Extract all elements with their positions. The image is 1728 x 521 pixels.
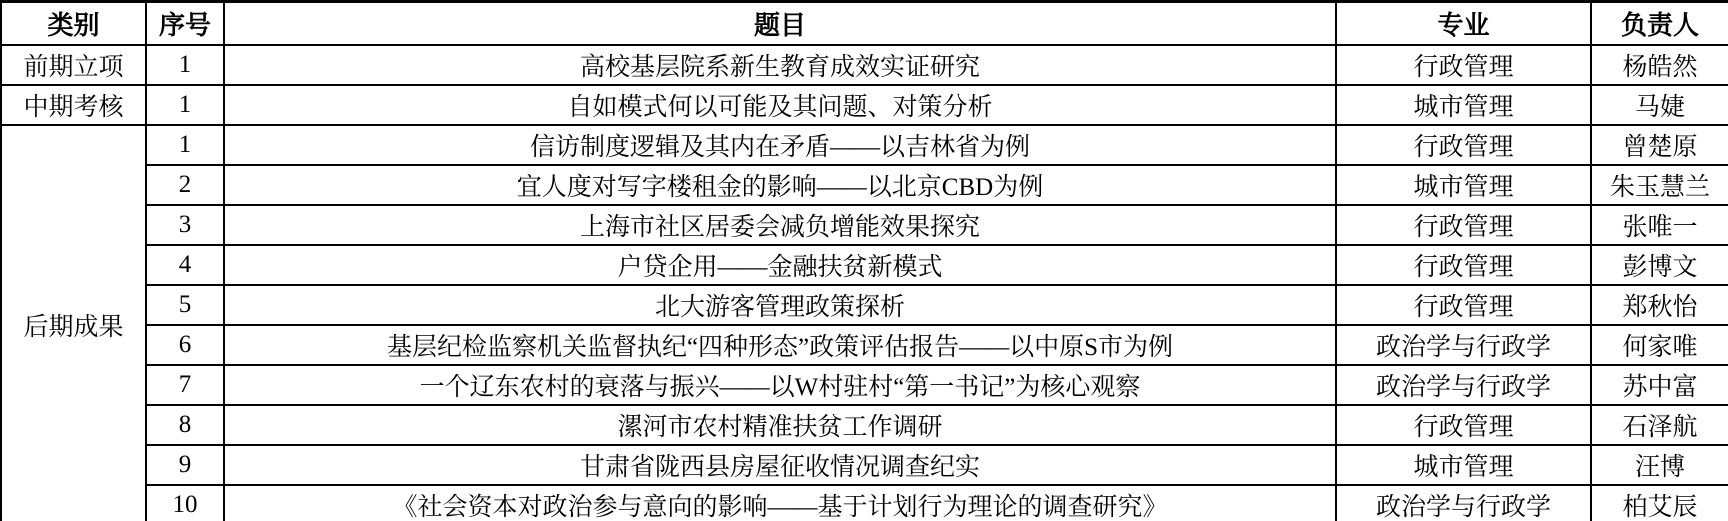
table-body [1, 45, 1728, 521]
index-cell: 1 [146, 125, 224, 165]
header-leader: 负责人 [1591, 2, 1728, 46]
table-row [1, 85, 1728, 125]
table-row [1, 285, 1728, 325]
title-cell: 漯河市农村精准扶贫工作调研 [224, 405, 1336, 445]
major-cell: 城市管理 [1336, 165, 1591, 205]
category-cell: 中期考核 [1, 85, 146, 125]
header-index: 序号 [146, 2, 224, 46]
header-major: 专业 [1336, 2, 1591, 46]
leader-cell: 曾楚原 [1591, 125, 1728, 165]
table-row [1, 205, 1728, 245]
index-cell: 8 [146, 405, 224, 445]
leader-cell: 何家唯 [1591, 325, 1728, 365]
index-cell: 10 [146, 485, 224, 521]
table-row [1, 165, 1728, 205]
leader-cell: 石泽航 [1591, 405, 1728, 445]
table-row [1, 125, 1728, 165]
leader-cell: 郑秋怡 [1591, 285, 1728, 325]
index-cell: 1 [146, 45, 224, 85]
table-header [1, 2, 1728, 46]
index-cell: 7 [146, 365, 224, 405]
leader-cell: 马婕 [1591, 85, 1728, 125]
title-cell: 高校基层院系新生教育成效实证研究 [224, 45, 1336, 85]
major-cell: 行政管理 [1336, 125, 1591, 165]
major-cell: 政治学与行政学 [1336, 485, 1591, 521]
title-cell: 《社会资本对政治参与意向的影响——基于计划行为理论的调查研究》 [224, 485, 1336, 521]
title-cell: 基层纪检监察机关监督执纪“四种形态”政策评估报告——以中原S市为例 [224, 325, 1336, 365]
title-cell: 甘肃省陇西县房屋征收情况调查纪实 [224, 445, 1336, 485]
leader-cell: 苏中富 [1591, 365, 1728, 405]
major-cell: 城市管理 [1336, 85, 1591, 125]
major-cell: 政治学与行政学 [1336, 325, 1591, 365]
major-cell: 行政管理 [1336, 245, 1591, 285]
table-row [1, 405, 1728, 445]
major-cell: 城市管理 [1336, 445, 1591, 485]
index-cell: 9 [146, 445, 224, 485]
major-cell: 行政管理 [1336, 45, 1591, 85]
title-cell: 信访制度逻辑及其内在矛盾——以吉林省为例 [224, 125, 1336, 165]
index-cell: 4 [146, 245, 224, 285]
table-row [1, 365, 1728, 405]
table-row [1, 325, 1728, 365]
leader-cell: 张唯一 [1591, 205, 1728, 245]
index-cell: 2 [146, 165, 224, 205]
index-cell: 3 [146, 205, 224, 245]
leader-cell: 彭博文 [1591, 245, 1728, 285]
leader-cell: 朱玉慧兰 [1591, 165, 1728, 205]
category-cell: 前期立项 [1, 45, 146, 85]
index-cell: 5 [146, 285, 224, 325]
table-row [1, 485, 1728, 521]
table-row [1, 45, 1728, 85]
header-title: 题目 [224, 2, 1336, 46]
title-cell: 上海市社区居委会减负增能效果探究 [224, 205, 1336, 245]
major-cell: 政治学与行政学 [1336, 365, 1591, 405]
major-cell: 行政管理 [1336, 405, 1591, 445]
header-row [1, 2, 1728, 46]
category-cell: 后期成果 [1, 125, 146, 521]
table-row [1, 445, 1728, 485]
table-row [1, 245, 1728, 285]
title-cell: 户贷企用——金融扶贫新模式 [224, 245, 1336, 285]
title-cell: 自如模式何以可能及其问题、对策分析 [224, 85, 1336, 125]
title-cell: 北大游客管理政策探析 [224, 285, 1336, 325]
leader-cell: 柏艾辰 [1591, 485, 1728, 521]
title-cell: 一个辽东农村的衰落与振兴——以W村驻村“第一书记”为核心观察 [224, 365, 1336, 405]
header-category: 类别 [1, 2, 146, 46]
leader-cell: 汪博 [1591, 445, 1728, 485]
index-cell: 6 [146, 325, 224, 365]
title-cell: 宜人度对写字楼租金的影响——以北京CBD为例 [224, 165, 1336, 205]
index-cell: 1 [146, 85, 224, 125]
major-cell: 行政管理 [1336, 285, 1591, 325]
leader-cell: 杨皓然 [1591, 45, 1728, 85]
major-cell: 行政管理 [1336, 205, 1591, 245]
